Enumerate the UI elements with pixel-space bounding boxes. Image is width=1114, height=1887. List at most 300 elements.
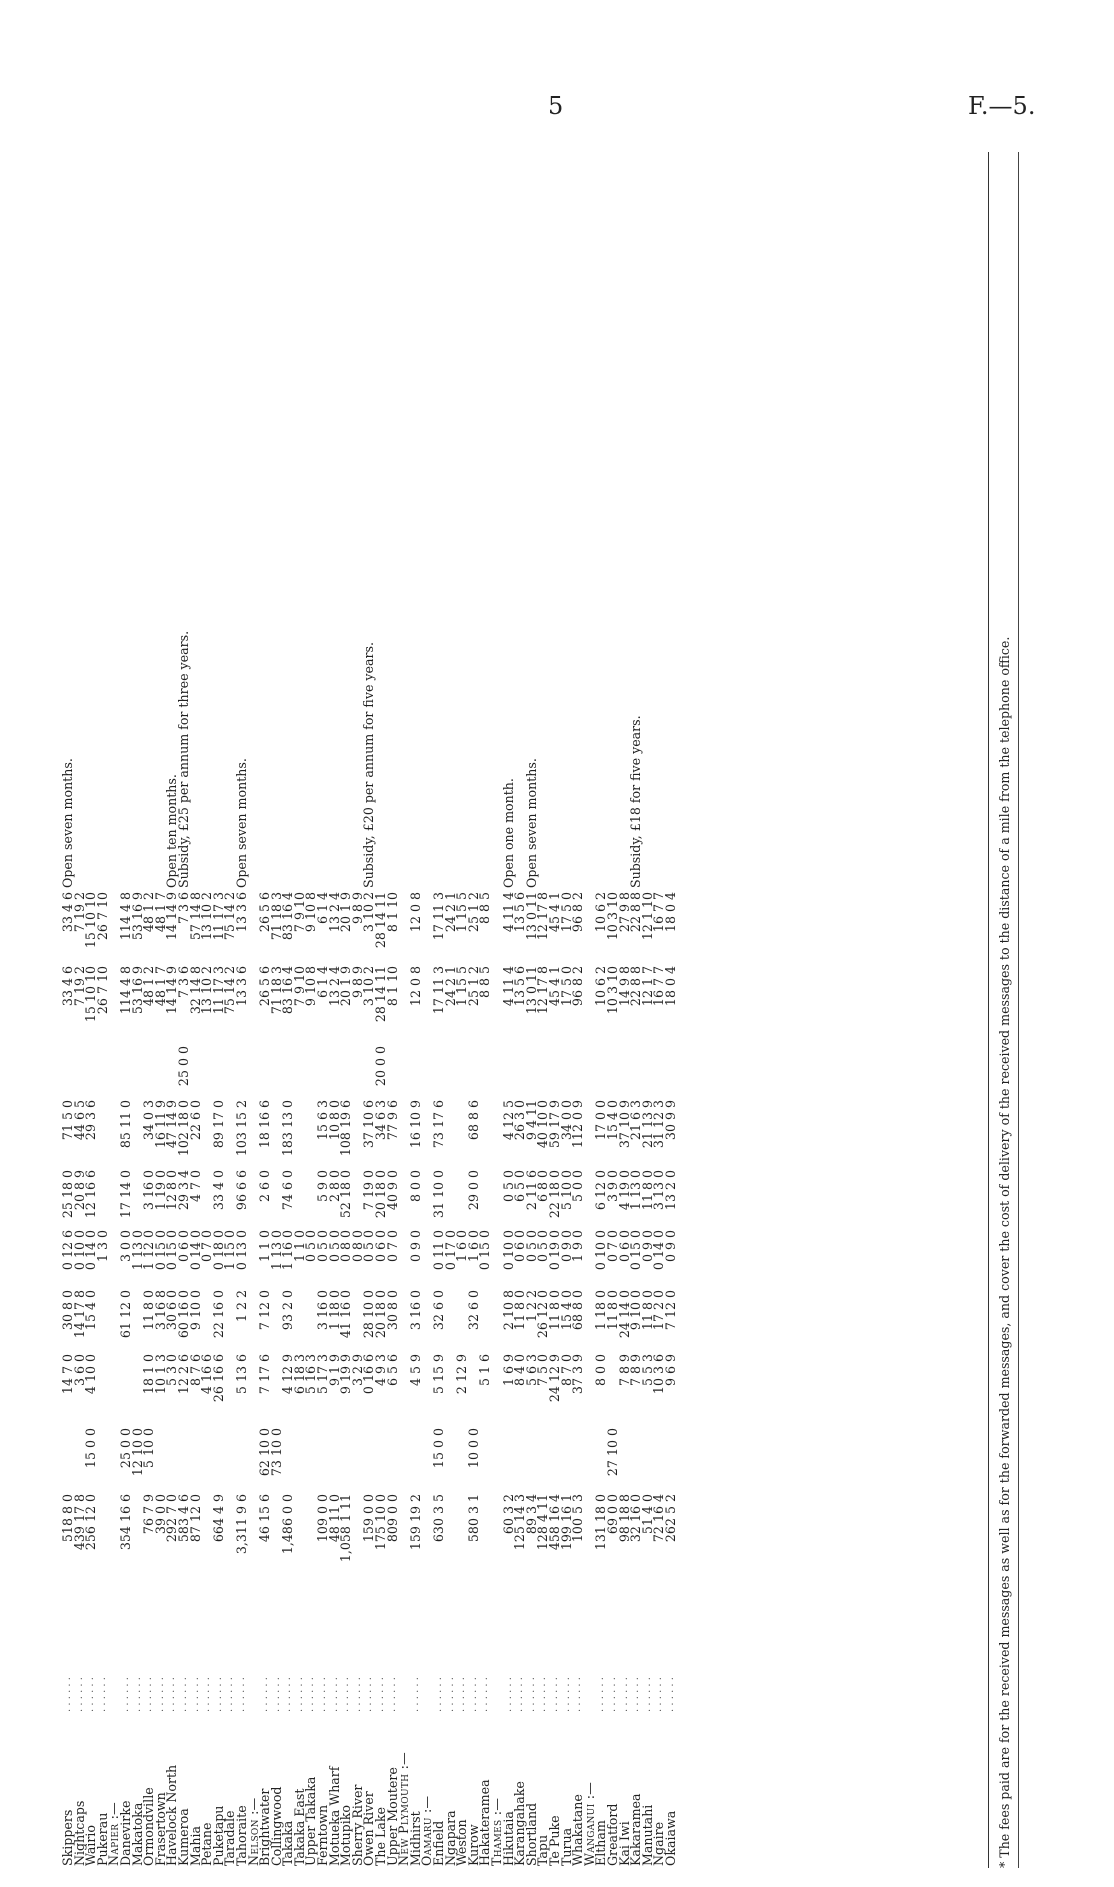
cell-c8 — [549, 1044, 561, 1098]
cell-c10: 13 0 11 — [523, 892, 539, 941]
cell-c9: 114 4 8 — [117, 966, 133, 1015]
cell-c1: 72 16 4 — [651, 1494, 667, 1543]
cell-c2: 5 10 0 — [141, 1428, 157, 1469]
cell-c9: 48 1 2 — [141, 966, 157, 1007]
cell-c3: 8 0 0 — [593, 1354, 609, 1387]
cell-c4: 7 12 0 — [257, 1290, 273, 1331]
remark — [271, 152, 283, 890]
leader-dots: . . . . . . — [444, 1677, 456, 1712]
remark — [398, 152, 410, 890]
cell-c9: 12 1 7 — [639, 966, 655, 1007]
cell-c2 — [479, 1426, 491, 1492]
cell-c3: 10 3 6 — [651, 1354, 667, 1395]
cell-c6: 31 10 0 — [431, 1170, 446, 1219]
cell-c3: 24 12 9 — [546, 1354, 562, 1403]
cell-c6: 3 16 0 — [141, 1170, 157, 1211]
cell-c6 — [479, 1168, 491, 1228]
cell-c7: 71 5 0 — [60, 1100, 75, 1141]
cell-c10: 13 2 4 — [326, 892, 342, 933]
cell-c5: 0 6 0 — [373, 1230, 389, 1263]
cell-c2: 10 0 0 — [465, 1428, 481, 1469]
cell-c1: 1,058 1 11 — [338, 1494, 354, 1563]
cell-c4: 15 4 0 — [83, 1290, 99, 1331]
cell-c4: 30 8 0 — [60, 1290, 75, 1331]
remark — [213, 152, 225, 890]
cell-c8 — [294, 1044, 306, 1098]
district-heading: Napier :— — [106, 1801, 122, 1866]
cell-c7: 112 0 9 — [570, 1100, 586, 1149]
cell-c2 — [584, 1426, 596, 1492]
cell-c6: 3 13 0 — [651, 1170, 667, 1211]
cell-c5: 1 6 0 — [454, 1230, 470, 1263]
cell-c10: 28 14 11 — [373, 892, 389, 949]
remark — [387, 152, 399, 890]
cell-c9: 9 10 8 — [303, 966, 319, 1007]
cell-c10: 1 15 5 — [454, 892, 470, 933]
cell-c3: 5 3 0 — [164, 1354, 180, 1387]
cell-c9: 9 8 9 — [349, 966, 365, 999]
cell-c9: 14 14 9 — [164, 966, 180, 1015]
cell-c1: 69 0 0 — [604, 1494, 620, 1535]
cell-c4: 11 8 0 — [512, 1290, 528, 1331]
cell-c4: 32 6 0 — [465, 1290, 481, 1331]
cell-c4: 1 2 2 — [233, 1290, 249, 1323]
cell-c3: 9 19 9 — [338, 1354, 354, 1395]
leader-dots: . . . . . . — [282, 1677, 294, 1712]
cell-c4: 14 17 8 — [71, 1290, 87, 1339]
table-row — [97, 152, 109, 1868]
table-row — [468, 152, 480, 1868]
remark — [607, 152, 619, 890]
cell-c7: 183 13 0 — [280, 1100, 296, 1157]
cell-c7: 16 11 9 — [152, 1100, 168, 1149]
cell-c1: 128 4 11 — [535, 1494, 551, 1551]
cell-c2 — [213, 1426, 225, 1492]
leader-dots: . . . . . . — [131, 1677, 143, 1712]
cell-c7: 85 11 0 — [117, 1100, 133, 1149]
leader-dots: . . . . . . — [641, 1677, 653, 1712]
cell-c4: 1 18 0 — [326, 1290, 342, 1331]
cell-c10: 9 10 8 — [303, 892, 319, 933]
cell-c4 — [479, 1288, 491, 1352]
cell-c10: 7 19 2 — [71, 892, 87, 933]
cell-c1: 159 19 2 — [407, 1494, 423, 1551]
cell-c4 — [97, 1288, 109, 1352]
office-name: Enfield — [431, 1820, 446, 1866]
cell-c5: 0 14 0 — [83, 1230, 99, 1271]
leader-dots: . . . . . . — [514, 1677, 526, 1712]
cell-c5: 0 18 0 — [210, 1230, 226, 1271]
cell-c1: 175 10 0 — [373, 1494, 389, 1551]
cell-c3: 7 8 9 — [628, 1354, 644, 1387]
remark — [468, 152, 480, 890]
cell-c5: 0 10 0 — [71, 1230, 87, 1271]
cell-c5: 0 12 6 — [60, 1230, 75, 1271]
cell-c9: 96 8 2 — [570, 966, 586, 1007]
cell-c3: 8 7 6 — [187, 1354, 203, 1387]
remark — [410, 152, 422, 890]
cell-c7 — [479, 1098, 491, 1168]
cell-c2: 15 0 0 — [431, 1428, 446, 1469]
office-name: Motueka Wharf — [326, 1766, 342, 1866]
remark — [259, 152, 271, 890]
leader-dots: . . . . . . — [560, 1677, 572, 1712]
office-name: Kumeroa — [175, 1808, 191, 1866]
cell-c8 — [85, 1044, 97, 1098]
cell-c3: 4 5 9 — [407, 1354, 423, 1387]
cell-c2 — [166, 1426, 178, 1492]
cell-c10: 7 3 6 — [175, 892, 191, 925]
cell-c9: 26 5 6 — [257, 966, 273, 1007]
cell-c9: 8 1 10 — [384, 966, 400, 1007]
cell-c3: 7 17 6 — [257, 1354, 273, 1395]
cell-c7: 44 6 5 — [71, 1100, 87, 1141]
cell-c3: 5 17 3 — [315, 1354, 331, 1395]
cell-c3: 5 15 9 — [431, 1354, 446, 1395]
cell-c6: 17 14 0 — [117, 1170, 133, 1219]
cell-c9: 22 8 8 — [628, 966, 644, 1007]
cell-c2 — [561, 1426, 573, 1492]
cell-c5: 0 11 0 — [431, 1230, 446, 1271]
remark — [132, 152, 144, 890]
remark: Open ten months. — [164, 774, 180, 888]
table-row — [433, 152, 445, 1868]
cell-c9: 26 7 10 — [94, 966, 110, 1015]
office-name: Sherry River — [349, 1784, 365, 1866]
remark — [537, 152, 549, 890]
remark: Subsidy, £18 for five years. — [628, 715, 644, 888]
cell-c10: 12 0 8 — [407, 892, 423, 933]
cell-c5: 1 3 0 — [94, 1230, 110, 1263]
office-name: Hikutaia — [500, 1811, 516, 1866]
cell-c8 — [445, 1044, 457, 1098]
table-row — [445, 152, 457, 1868]
leader-dots: . . . . . . — [618, 1677, 630, 1712]
cell-c1: 48 11 0 — [326, 1494, 342, 1543]
cell-c1: 256 12 0 — [83, 1494, 99, 1551]
document-reference: F.—5. — [968, 92, 1036, 120]
remark — [190, 152, 202, 890]
cell-c2 — [282, 1426, 294, 1492]
office-name: Ngaire — [651, 1821, 667, 1866]
cell-c9: 83 16 4 — [280, 966, 296, 1015]
cell-c6 — [97, 1168, 109, 1228]
district-heading: Thames :— — [488, 1797, 504, 1866]
cell-c10: 71 18 3 — [268, 892, 284, 941]
footnote: * The fees paid are for the received messages as well as for the forwarded messages, and cover the cost of delivery of the received messages to the distance of a mile from the telephone office. — [988, 152, 1012, 1868]
table-row — [236, 152, 248, 1868]
cell-c1 — [479, 1492, 491, 1614]
cell-c1: 39 0 0 — [152, 1494, 168, 1535]
cell-c8 — [305, 1044, 317, 1098]
cell-c3: 12 2 6 — [175, 1354, 191, 1395]
cell-c3: 6 18 3 — [291, 1354, 307, 1395]
cell-c9: 8 8 5 — [477, 966, 493, 999]
leader-dots: . . . . . . — [85, 1677, 97, 1712]
cell-c10: 33 4 6 — [60, 892, 75, 933]
remark — [248, 152, 260, 890]
cell-c10: 13 5 6 — [512, 892, 528, 933]
cell-c10: 10 6 2 — [593, 892, 609, 933]
cell-c8 — [572, 1044, 584, 1098]
cell-c8 — [352, 1044, 364, 1098]
cell-c1: 664 4 9 — [210, 1494, 226, 1543]
cell-c7 — [294, 1098, 306, 1168]
cell-c9: 13 10 2 — [199, 966, 215, 1015]
cell-c9: 53 16 9 — [129, 966, 145, 1015]
table-row — [143, 152, 155, 1868]
cell-c2 — [340, 1426, 352, 1492]
office-name: Ngapara — [442, 1810, 458, 1866]
leader-dots: . . . . . . — [351, 1677, 363, 1712]
cell-c4: 9 10 0 — [187, 1290, 203, 1331]
remark — [665, 152, 677, 890]
cell-c6: 12 8 0 — [164, 1170, 180, 1211]
cell-c6: 96 6 6 — [233, 1170, 249, 1211]
cell-c3 — [108, 1352, 120, 1426]
cell-c6: 6 12 0 — [593, 1170, 609, 1211]
cell-c10: 75 14 2 — [222, 892, 238, 941]
cell-c6: 4 19 0 — [616, 1170, 632, 1211]
cell-c9: 13 5 6 — [512, 966, 528, 1007]
table-row — [491, 152, 503, 1868]
cell-c9: 45 4 1 — [546, 966, 562, 1007]
leader-dots: . . . . . . — [293, 1677, 305, 1712]
cell-c7: 10 8 0 — [326, 1100, 342, 1141]
cell-c10: 25 1 2 — [465, 892, 481, 933]
cell-c7 — [97, 1098, 109, 1168]
leader-dots: . . . . . . — [606, 1677, 618, 1712]
table-row — [248, 152, 260, 1868]
office-name: Mahia — [187, 1825, 203, 1866]
cell-c6: 6 8 0 — [535, 1170, 551, 1203]
cell-c10: 114 4 8 — [117, 892, 133, 941]
cell-c5: 0 7 0 — [604, 1230, 620, 1263]
leader-dots: . . . . . . — [201, 1677, 213, 1712]
cell-c2 — [572, 1426, 584, 1492]
office-name: Turua — [558, 1827, 574, 1866]
cell-c9: 18 0 4 — [662, 966, 678, 1007]
cell-c4: 3 16 0 — [315, 1290, 331, 1331]
cell-c10: 3 10 2 — [361, 892, 377, 933]
cell-c5: 0 5 0 — [535, 1230, 551, 1263]
cell-c7 — [445, 1098, 457, 1168]
cell-c7: 21 6 3 — [628, 1100, 644, 1141]
cell-c7: 103 15 2 — [233, 1100, 249, 1157]
office-name: Tahoraite — [233, 1805, 249, 1866]
remark — [561, 152, 573, 890]
cell-c5: 1 13 0 — [268, 1230, 284, 1271]
cell-c9: 7 9 10 — [291, 966, 307, 1007]
cell-c10: 8 8 5 — [477, 892, 493, 925]
cell-c1 — [294, 1492, 306, 1614]
cell-c10: 96 8 2 — [570, 892, 586, 933]
cell-c8 — [537, 1044, 549, 1098]
cell-c5: 0 8 0 — [349, 1230, 365, 1263]
leader-dots: . . . . . . — [177, 1677, 189, 1712]
cell-c1: 809 0 0 — [384, 1494, 400, 1543]
cell-c6: 5 0 0 — [570, 1170, 586, 1203]
cell-c9: 12 0 8 — [407, 966, 423, 1007]
office-name: Owen River — [361, 1791, 377, 1866]
table-row — [607, 152, 619, 1868]
cell-c3: 5 13 6 — [233, 1354, 249, 1395]
cell-c5: 1 15 0 — [222, 1230, 238, 1271]
office-name: Ferntown — [315, 1804, 331, 1866]
office-name: Ormondville — [141, 1787, 157, 1866]
cell-c1: 32 16 0 — [628, 1494, 644, 1543]
cell-c10: 27 9 8 — [616, 892, 632, 933]
cell-c3: 10 1 3 — [152, 1354, 168, 1395]
cell-c9: 48 1 7 — [152, 966, 168, 1007]
table-row — [456, 152, 468, 1868]
cell-c10: 12 1 10 — [639, 892, 655, 941]
cell-c2: 15 0 0 — [83, 1428, 99, 1469]
table-row — [503, 152, 515, 1868]
cell-c2 — [224, 1426, 236, 1492]
cell-c10: 6 1 4 — [315, 892, 331, 925]
cell-c4: 20 18 0 — [373, 1290, 389, 1339]
cell-c8 — [120, 1044, 132, 1098]
cell-c2: 73 10 0 — [268, 1428, 284, 1477]
cell-c5: 0 15 0 — [152, 1230, 168, 1271]
cell-c2 — [375, 1426, 387, 1492]
cell-c6: 52 18 0 — [338, 1170, 354, 1219]
leader-dots: . . . . . . — [143, 1677, 155, 1712]
cell-c8 — [340, 1044, 352, 1098]
table-row — [387, 152, 399, 1868]
cell-c9: 13 2 4 — [326, 966, 342, 1007]
cell-c2 — [155, 1426, 167, 1492]
office-name: The Lake — [373, 1807, 389, 1866]
cell-c3: 6 5 6 — [384, 1354, 400, 1387]
cell-c5: 3 0 0 — [117, 1230, 133, 1263]
cell-c8 — [653, 1044, 665, 1098]
cell-c5: 0 14 0 — [187, 1230, 203, 1271]
cell-c3: 4 16 6 — [199, 1354, 215, 1395]
cell-c7: 47 14 9 — [164, 1100, 180, 1149]
cell-c2 — [526, 1426, 538, 1492]
office-name: Motupiko — [338, 1805, 354, 1866]
office-name: Taradale — [222, 1810, 238, 1866]
cell-c3: 5 6 3 — [523, 1354, 539, 1387]
cell-c10: 7 9 10 — [291, 892, 307, 933]
cell-c5: 0 5 0 — [303, 1230, 319, 1263]
cell-c4: 11 8 0 — [604, 1290, 620, 1331]
cell-c9: 71 18 3 — [268, 966, 284, 1015]
remark — [329, 152, 341, 890]
cell-c8 — [282, 1044, 294, 1098]
cell-c7: 4 12 5 — [500, 1100, 516, 1141]
remark — [201, 152, 213, 890]
table-row — [549, 152, 561, 1868]
cell-c3: 9 1 9 — [326, 1354, 342, 1387]
cell-c10: 8 1 10 — [384, 892, 400, 933]
cell-c2 — [329, 1426, 341, 1492]
cell-c8 — [201, 1044, 213, 1098]
cell-c5: 1 6 0 — [465, 1230, 481, 1263]
cell-c6: 40 9 0 — [384, 1170, 400, 1211]
cell-c5: 0 13 0 — [233, 1230, 249, 1271]
office-name: Petane — [199, 1822, 215, 1866]
cell-c6: 29 3 4 — [175, 1170, 191, 1211]
rotated-table-region — [62, 152, 1026, 1868]
cell-c2 — [514, 1426, 526, 1492]
cell-c7: 37 10 6 — [361, 1100, 377, 1149]
table-row — [305, 152, 317, 1868]
cell-c2 — [537, 1426, 549, 1492]
cell-c1: 580 3 1 — [465, 1494, 481, 1543]
cell-c7: 30 9 9 — [662, 1100, 678, 1141]
cell-c1: 51 4 0 — [639, 1494, 655, 1535]
cell-c10: 13 3 6 — [233, 892, 249, 933]
cell-c8 — [317, 1044, 329, 1098]
cell-c10: 15 10 10 — [83, 892, 99, 949]
cell-c7: 68 8 6 — [465, 1100, 481, 1141]
leader-dots: . . . . . . — [317, 1677, 329, 1712]
cell-c2 — [653, 1426, 665, 1492]
table-row — [653, 152, 665, 1868]
cell-c3 — [120, 1352, 132, 1426]
district-heading: Nelson :— — [245, 1797, 261, 1866]
cell-c7: 22 6 0 — [187, 1100, 203, 1141]
table-row — [282, 152, 294, 1868]
cell-c9: 7 3 6 — [175, 966, 191, 999]
cell-c4: 2 10 8 — [500, 1290, 516, 1331]
office-name: Makatoka — [129, 1802, 145, 1866]
remark — [120, 152, 132, 890]
cell-c4: 3 16 0 — [407, 1290, 423, 1331]
cell-c1: 46 15 6 — [257, 1494, 273, 1543]
remark — [143, 152, 155, 890]
office-name: Skippers — [60, 1809, 75, 1866]
cell-c4: 93 2 0 — [280, 1290, 296, 1331]
office-name: Collingwood — [268, 1786, 284, 1866]
table-row — [479, 152, 491, 1868]
remark — [294, 152, 306, 890]
cell-c1: 354 16 6 — [117, 1494, 133, 1551]
cell-c9: 33 4 6 — [60, 966, 75, 1007]
cell-c1: 199 16 1 — [558, 1494, 574, 1551]
cell-c3: 7 5 0 — [535, 1354, 551, 1387]
office-name: Eltham — [593, 1820, 609, 1866]
cell-c1: 292 7 0 — [164, 1494, 180, 1543]
cell-c4: 15 4 0 — [558, 1290, 574, 1331]
remark — [85, 152, 97, 890]
cell-c5: 0 7 0 — [199, 1230, 215, 1263]
leader-dots: . . . . . . — [154, 1677, 166, 1712]
cell-c2: 27 10 0 — [604, 1428, 620, 1477]
cell-c8 — [584, 1044, 596, 1098]
cell-c6: 25 18 0 — [60, 1170, 75, 1219]
table-row — [561, 152, 573, 1868]
table-row — [398, 152, 410, 1868]
office-name: Manutahi — [639, 1804, 655, 1866]
cell-c3: 4 10 0 — [83, 1354, 99, 1395]
cell-c9: 4 11 4 — [500, 966, 516, 1007]
cell-c7: 34 6 3 — [373, 1100, 389, 1141]
table-row — [630, 152, 642, 1868]
cell-c4: 28 10 0 — [361, 1290, 377, 1339]
cell-c1: 76 7 9 — [141, 1494, 157, 1535]
cell-c5: 1 12 0 — [141, 1230, 157, 1271]
cell-c10: 53 16 9 — [129, 892, 145, 941]
cell-c4: 30 8 0 — [384, 1290, 400, 1331]
cell-c5: 0 15 0 — [477, 1230, 493, 1271]
leader-dots: . . . . . . — [259, 1677, 271, 1712]
leader-dots: . . . . . . — [119, 1677, 131, 1712]
cell-c9: 7 19 2 — [71, 966, 87, 1007]
